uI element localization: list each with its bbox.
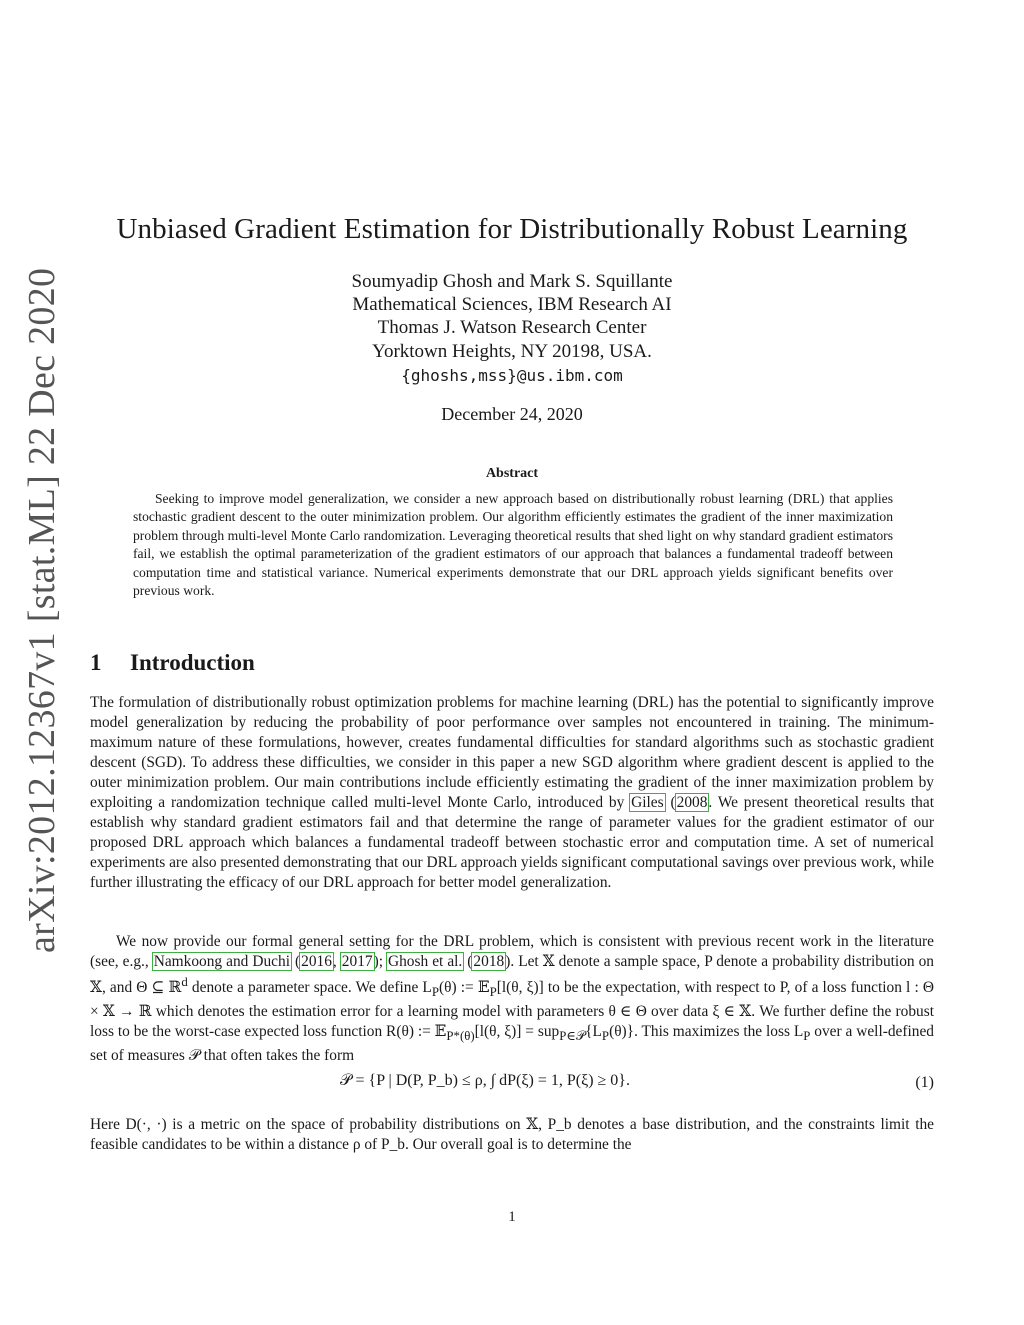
equation-body: 𝒫 = {P | D(P, P_b) ≤ ρ, ∫ dP(ξ) = 1, P(ξ) ≥ 0}. [340, 1072, 630, 1089]
abstract-heading: Abstract [485, 466, 539, 481]
author-affiliation-1: Mathematical Sciences, IBM Research AI [352, 294, 672, 315]
paper-date: December 24, 2020 [441, 404, 583, 424]
author-email: {ghoshs,mss}@us.ibm.com [401, 366, 623, 385]
author-affiliation-2: Thomas J. Watson Research Center [377, 317, 647, 338]
section-title: Introduction [130, 650, 255, 675]
citation-link[interactable]: Giles [631, 794, 664, 811]
citation-year-link[interactable]: 2017 [341, 953, 373, 970]
citation-year-link[interactable]: 2016 [301, 953, 332, 970]
equation-1 [90, 1068, 934, 1098]
citation-link[interactable]: Ghosh et al. [388, 953, 463, 970]
arxiv-stamp: arXiv:2012.12367v1 [stat.ML] 22 Dec 2020 [21, 267, 63, 953]
citation-link[interactable]: Namkoong and Duchi [153, 953, 290, 970]
citation-year-link[interactable]: 2008 [676, 794, 708, 811]
paper-title: Unbiased Gradient Estimation for Distributionally Robust Learning [116, 213, 908, 245]
section-heading [90, 650, 255, 676]
abstract-text: Seeking to improve model generalization, we consider a new approach based on distributionally robust learning (DRL) that applies stochastic gradient descent to the outer minimization problem. Our algorithm efficiently estimates the gradient of the inner maximization problem through multi-level Monte Carlo randomization. Leveraging theoretical results that shed light on why standard gradient estimators fail, we establish the optimal parameterization of the gradient estimators of our approach that balances a fundamental tradeoff between computation time and statistical variance. Numerical experiments demonstrate that our DRL approach yields significant benefits over previous work. [133, 491, 893, 599]
citation-year-link[interactable]: 2018 [473, 953, 505, 970]
author-names: Soumyadip Ghosh and Mark S. Squillante [351, 271, 673, 292]
author-affiliation-3: Yorktown Heights, NY 20198, USA. [372, 341, 652, 362]
intro-paragraph-2: We now provide our formal general setting for the DRL problem, which is consistent with previous recent work in the literature (see, e.g., Namkoong and Duchi (2016, 2017); Ghosh et al. (2018). Let 𝕏 denote a sample space, P denote a probability distribution on 𝕏, and Θ ⊆ ℝ$^d$ denote a parameter space. We define $L_P(\theta)$ := 𝔼$_P$[l(θ, ξ)] to be the expectation, with respect to P, of a loss function l : Θ × 𝕏 → ℝ which denotes the estimation error for a learning model with parameters θ ∈ Θ over data ξ ∈ 𝕏. We further define the robust loss to be the worst-case expected loss function R(θ) := 𝔼$_{P*(\theta)}$[l(θ, $\xi)] = sup_{P\in 𝒫}\{L_P(\theta)\}$. This maximizes the loss $L_P$ over a well-defined set of measures 𝒫 that often takes the form [90, 933, 935, 1065]
intro-paragraph-3: Here D(·, ·) is a metric on the space of probability distributions on 𝕏, P_b denotes a base distribution, and the constraints limit the feasible candidates to be within a distance ρ of P_b. Our overall goal is to determine the [90, 1116, 934, 1153]
section-number: 1 [90, 650, 102, 675]
page-number: 1 [508, 1209, 516, 1225]
intro-paragraph-1: The formulation of distributionally robust optimization problems for machine learning (DRL) has the potential to significantly improve model generalization by reducing the probability of poor performance over samples not encountered in training. The minimum-maximum nature of these formulations, however, creates fundamental difficulties for standard algorithms such as stochastic gradient descent (SGD). To address these difficulties, we consider in this paper a new SGD algorithm where gradient descent is applied to the outer minimization problem. Our main contributions include efficiently estimating the gradient of the inner maximization problem by exploiting a randomization technique called multi-level Monte Carlo, introduced by Giles (2008. We present theoretical results that establish why standard gradient estimators fail and that determine the range of parameter values for the gradient estimator of our proposed DRL approach which balances a fundamental tradeoff between stochastic error and computation time. A set of numerical experiments are also presented demonstrating that our DRL approach yields significant computational savings over previous work, while further illustrating the efficacy of our DRL approach for better model generalization. [90, 694, 934, 891]
equation-number: (1) [915, 1074, 934, 1091]
